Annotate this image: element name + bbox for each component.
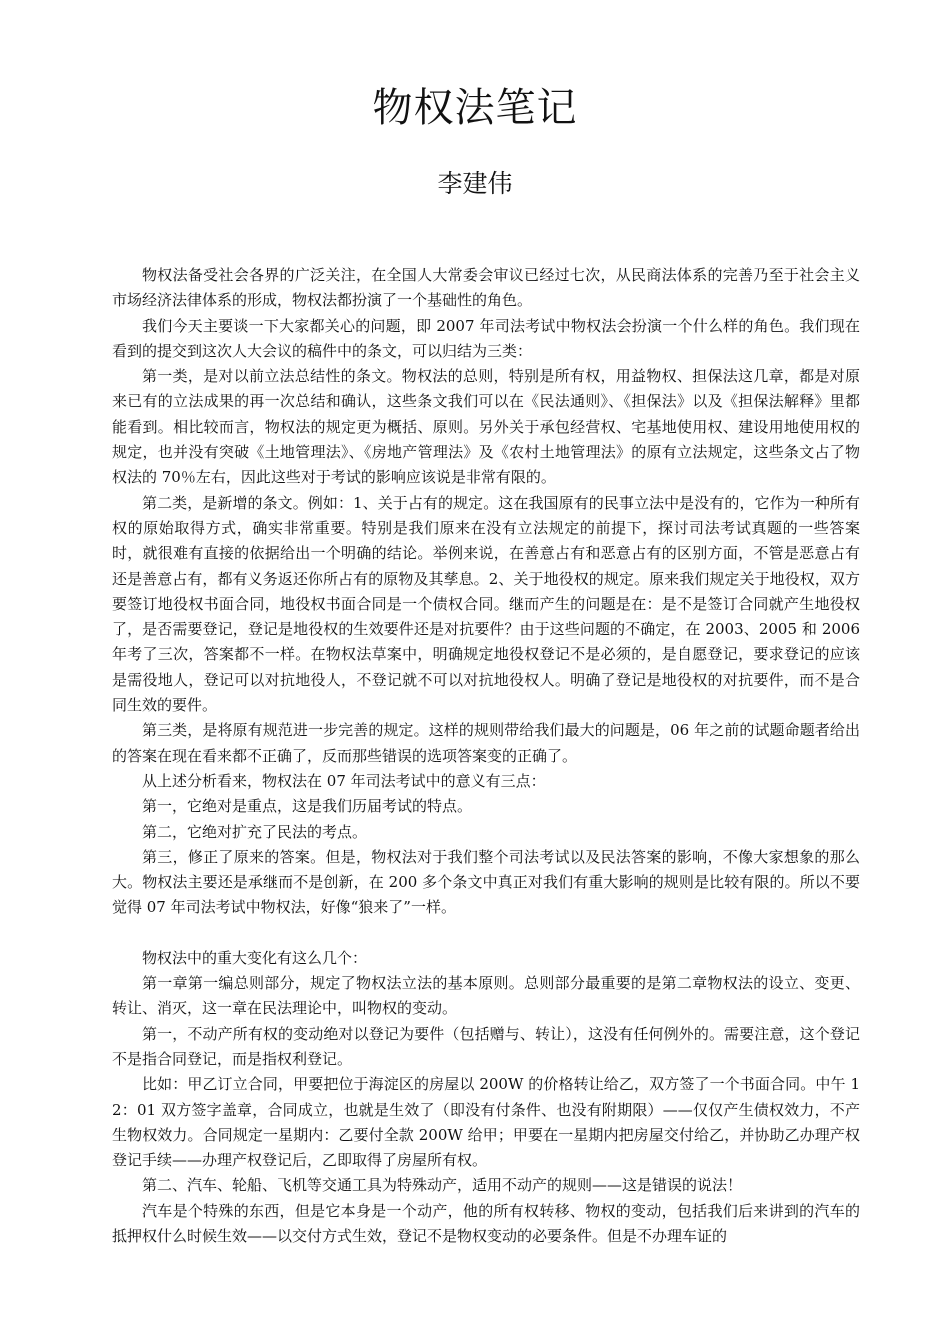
- paragraph: 第三类，是将原有规范进一步完善的规定。这样的规则带给我们最大的问题是，06 年之前的试题命题者给出的答案在现在看来都不正确了，反而那些错误的选项答案变的正确了。: [112, 721, 860, 765]
- paragraph: 第二类，是新增的条文。例如：1、关于占有的规定。这在我国原有的民事立法中是没有的，它作为一种所有权的原始取得方式，确实非常重要。特别是我们原来在没有立法规定的前提下，探讨司法考试真题的一些答案时，就很难有直接的依据给出一个明确的结论。举例来说，在善意占有和恶意占有的区别方面，不管是恶意占有还是善意占有，都有义务返还你所占有的原物及其孳息。2、关于地役权的规定。原来我们规定关于地役权，双方要签订地役权书面合同，地役权书面合同是一个债权合同。继而产生的问题是在：是不是签订合同就产生地役权了，是否需要登记，登记是地役权的生效要件还是对抗要件？由于这些问题的不确定，在 2003、2005 和 2006 年考了三次，答案都不一样。在物权法草案中，明确规定地役权登记不是必须的，是自愿登记，要求登记的应该是需役地人，登记可以对抗地役人，不登记就不可以对抗地役权人。明确了登记是地役权的对抗要件，而不是合同生效的要件。: [112, 493, 860, 715]
- document-title: 物权法笔记: [372, 85, 578, 131]
- paragraph: 第一，它绝对是重点，这是我们历届考试的特点。: [142, 797, 473, 816]
- section-heading-paragraph: 物权法中的重大变化有这么几个：: [142, 948, 368, 967]
- paragraph: 第二、汽车、轮船、飞机等交通工具为特殊动产，适用不动产的规则——这是错误的说法！: [142, 1176, 743, 1195]
- paragraph: 汽车是个特殊的东西，但是它本身是一个动产，他的所有权转移、物权的变动，包括我们后来讲到的汽车的抵押权什么时候生效——以交付方式生效，登记不是物权变动的必要条件。但是不办理车证的: [112, 1201, 860, 1245]
- paragraph: 第一，不动产所有权的变动绝对以登记为要件（包括赠与、转让），这没有任何例外的。需要注意，这个登记不是指合同登记，而是指权利登记。: [112, 1024, 860, 1068]
- paragraph: 比如：甲乙订立合同，甲要把位于海淀区的房屋以 200W 的价格转让给乙，双方签了一个书面合同。中午 12：01 双方签字盖章，合同成立，也就是生效了（即没有付条件、也没有附期限）——仅仅产生债权效力，不产生物权效力。合同规定一星期内：乙要付全款 200W 给甲；甲要在一星期内把房屋交付给乙，并协助乙办理产权登记手续——办理产权登记后，乙即取得了房屋所有权。: [112, 1075, 860, 1170]
- paragraph: 我们今天主要谈一下大家都关心的问题，即 2007 年司法考试中物权法会扮演一个什么样的角色。我们现在看到的提交到这次人大会议的稿件中的条文，可以归结为三类：: [112, 316, 860, 360]
- paragraph: 第一类，是对以前立法总结性的条文。物权法的总则，特别是所有权，用益物权、担保法这几章，都是对原来已有的立法成果的再一次总结和确认，这些条文我们可以在《民法通则》、《担保法》以及《担保法解释》里都能看到。相比较而言，物权法的规定更为概括、原则。另外关于承包经营权、宅基地使用权、建设用地使用权的规定，也并没有突破《土地管理法》、《房地产管理法》及《农村土地管理法》的原有立法规定，这些条文占了物权法的 70％左右，因此这些对于考试的影响应该说是非常有限的。: [112, 367, 860, 487]
- paragraph: 物权法备受社会各界的广泛关注，在全国人大常委会审议已经过七次，从民商法体系的完善乃至于社会主义市场经济法律体系的形成，物权法都扮演了一个基础性的角色。: [112, 266, 860, 310]
- document-body: [112, 263, 860, 1249]
- paragraph: 第三，修正了原来的答案。但是，物权法对于我们整个司法考试以及民法答案的影响，不像大家想象的那么大。物权法主要还是承继而不是创新，在 200 多个条文中真正对我们有重大影响的规则是比较有限的。所以不要觉得 07 年司法考试中物权法，好像“狼来了”一样。: [112, 847, 860, 917]
- paragraph: 从上述分析看来，物权法在 07 年司法考试中的意义有三点：: [142, 771, 546, 790]
- document-author: 李建伟: [437, 169, 513, 198]
- paragraph: 第一章第一编总则部分，规定了物权法立法的基本原则。总则部分最重要的是第二章物权法的设立、变更、转让、消灭，这一章在民法理论中，叫物权的变动。: [112, 974, 860, 1018]
- paragraph: 第二，它绝对扩充了民法的考点。: [142, 822, 368, 841]
